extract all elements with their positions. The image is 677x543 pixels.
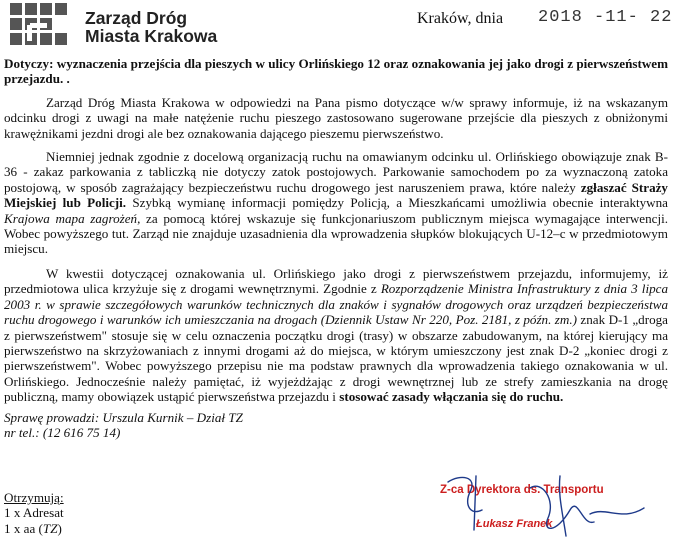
recipient-item bbox=[4, 521, 64, 536]
regulation-citation: Rozporządzenie Ministra Infrastruktury z dnia 3 lipca 2003 r. w sprawie szczegółowych warunków technicznych dla znaków i sygnałów drogowych oraz urządzeń bezpieczeństwa ruchu drogowego i warunków ich umieszczania na drogach (Dziennik Ustaw Nr 220, Poz. 2181, z późn. zm.) bbox=[4, 281, 668, 328]
recipient-item-suffix: ) bbox=[57, 520, 62, 536]
handwritten-signature-icon bbox=[430, 470, 670, 542]
recipient-item: 1 x Adresat bbox=[4, 505, 64, 521]
org-name-line2: Miasta Krakowa bbox=[85, 26, 218, 46]
paragraph-2 bbox=[4, 149, 668, 257]
recipients-list bbox=[4, 490, 64, 536]
signature-block bbox=[430, 470, 670, 542]
letter-body bbox=[4, 56, 668, 440]
paragraph-2-text-b: Szybką wymianę informacji pomiędzy Policją, a Mieszkańcami umożliwia obecnie interaktywna bbox=[126, 195, 668, 211]
report-to-police-emphasis: zgłaszać Straży Miejskiej lub Policji. bbox=[4, 179, 668, 211]
org-name-line1: Zarząd Dróg bbox=[85, 8, 188, 28]
paragraph-3-text-b: znak D-1 „droga z pierwszeństwem" stosuje się w celu oznaczenia początku drogi (trasy) w obszarze zabudowanym, na której kierujący ma pierwszeństwo na skrzyżowaniach z innymi drogami aż do miejsca, w którym umieszczony jest znak D-2 „koniec drogi z pierwszeństwem". Wobec powyższego przepisu nie ma podstaw prawnych dla wprowadzenia takiego oznakowania w ul. Orlińskiego. Jednocześnie należy pamiętać, iż wyjeżdżając z drogi wewnętrznej lub ze strefy zamieszkania na drogę publiczną, mamy obowiązek ustąpić pierwszeństwa przejazdu i bbox=[4, 312, 668, 405]
paragraph-2-text-c: , za pomocą której wskazuje się funkcjonariuszom publicznym miejsca wymagające interwencji. Wobec powyższego tut. Zarząd nie znajduje uzasadnienia dla wprowadzenia słupków blokujących U-12–c w przedmiotowym miejscu. bbox=[4, 210, 668, 257]
recipient-item-prefix: 1 x aa ( bbox=[4, 520, 43, 536]
threat-map-name: Krajowa mapa zagrożeń bbox=[4, 210, 138, 226]
paragraph-3-text-a: W kwestii dotyczącej oznakowania ul. Orlińskiego jako drogi z pierwszeństwem przejazdu, informujemy, iż przedmiotowa ulica krzyżuje się z drogami wewnętrznymi. Zgodnie z bbox=[4, 265, 668, 297]
department-code: TZ bbox=[42, 520, 58, 536]
case-phone: nr tel.: (12 616 75 14) bbox=[4, 424, 121, 440]
signatory-name: Łukasz Franek bbox=[476, 518, 553, 530]
case-handler: Sprawę prowadzi: Urszula Kurnik – Dział TZ bbox=[4, 409, 243, 425]
paragraph-3 bbox=[4, 266, 668, 405]
date-stamp: 2018 -11- 22 bbox=[538, 8, 673, 27]
paragraph-2-text-a: Niemniej jednak zgodnie z docelową organizacją ruchu na omawianym odcinku ul. Orlińskiego obowiązuje znak B-36 - zakaz parkowania z tabliczką nie dotyczy zatok postojowych. Parkowanie samochodem po za wyznaczoną zatoka postojową, w sposób zagrażający bezpieczeństwu ruchu drogowego jest naruszeniem prawa, które należy bbox=[4, 149, 668, 195]
place-label: Kraków, dnia bbox=[417, 10, 504, 27]
recipients-heading: Otrzymują: bbox=[4, 490, 64, 505]
case-handler-info bbox=[4, 410, 668, 441]
subject-line: Dotyczy: wyznaczenia przejścia dla pieszych w ulicy Orlińskiego 12 oraz oznakowania jej jako drogi z pierwszeństwem przejazdu. . bbox=[4, 56, 668, 87]
logo-mark-icon bbox=[10, 3, 70, 53]
paragraph-1: Zarząd Dróg Miasta Krakowa w odpowiedzi na Pana pismo dotyczące w/w sprawy informuje, iż na wskazanym odcinku drogi z uwagi na małe natężenie ruchu pieszego zastosowano sugerowane przejście dla pieszych z obniżonymi krawężnikami jezdni drogi ale bez oznakowania dającego pieszemu pierwszeństwo. bbox=[4, 94, 668, 141]
signatory-title: Z-ca Dyrektora ds. Transportu bbox=[440, 484, 604, 496]
zdmk-logo bbox=[10, 3, 70, 53]
merge-rules-emphasis: stosować zasady włączania się do ruchu. bbox=[339, 389, 564, 405]
